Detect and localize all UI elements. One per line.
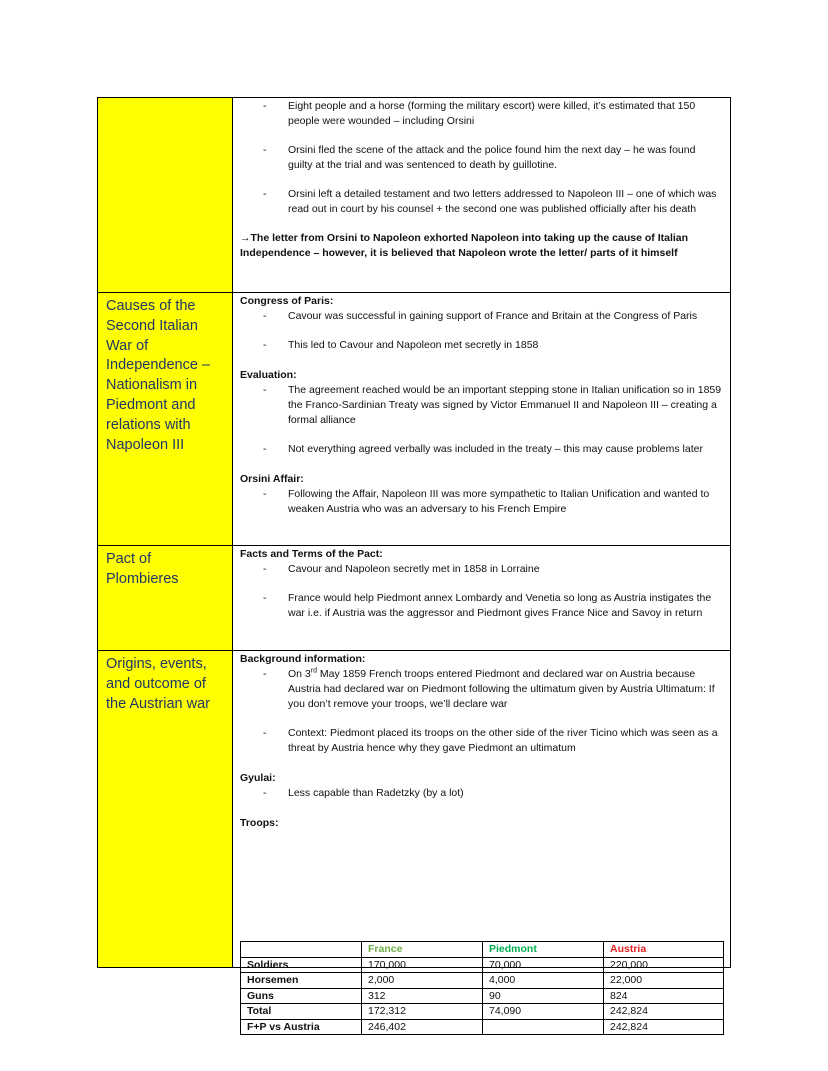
row-orsini-continued [98, 98, 730, 293]
subheading-troops: Troops: [240, 817, 279, 829]
list-item: - Less capable than Radetzky (by a lot) [263, 787, 464, 799]
list-item: - This led to Cavour and Napoleon met secretly in 1858 [263, 339, 539, 351]
subheading-gyulai: Gyulai: [240, 772, 276, 784]
row-heading: Causes of the Second Italian War of Independence – Nationalism in Piedmont and relations with Napoleon III [106, 298, 211, 453]
subheading-facts-and-terms: Facts and Terms of the Pact: [240, 548, 383, 560]
row-label-cell [98, 546, 233, 650]
list-item: - Orsini fled the scene of the attack and the police found him the next day – he was found guilty at the trial and was sentenced to death by guillotine. [263, 144, 696, 171]
subheading-evaluation: Evaluation: [240, 369, 297, 381]
row-content-cell [233, 293, 730, 545]
table-row: Guns 312 90 824 [241, 988, 724, 1004]
list-item: - Eight people and a horse (forming the military escort) were killed, it’s estimated that 150 people were wounded – including Orsini [263, 100, 696, 127]
subheading-orsini-affair: Orsini Affair: [240, 473, 304, 485]
row-causes [98, 293, 730, 546]
column-header-piedmont: Piedmont [483, 942, 604, 958]
row-label-cell [98, 651, 233, 967]
conclusion-text: →The letter from Orsini to Napoleon exhorted Napoleon into taking up the cause of Italian Independence – however, it is believed that Napoleon wrote the letter/ parts of it himself [240, 232, 689, 259]
table-row: Total 172,312 74,090 242,824 [241, 1004, 724, 1020]
list-item: - Context: Piedmont placed its troops on the other side of the river Ticino which was seen as a threat by Austria hence why they gave Piedmont an ultimatum [263, 727, 718, 754]
row-label-cell [98, 293, 233, 545]
troops-table [240, 941, 724, 1035]
list-item: - Following the Affair, Napoleon III was more sympathetic to Italian Unification and wanted to weaken Austria who was an adversary to his French Empire [263, 488, 710, 515]
column-header-france: France [362, 942, 483, 958]
table-row: Horsemen 2,000 4,000 22,000 [241, 973, 724, 989]
list-item: - France would help Piedmont annex Lombardy and Venetia so long as Austria instigates the war i.e. if Austria was the aggressor and Piedmont gives France Nice and Savoy in return [263, 592, 712, 619]
row-label-cell [98, 98, 233, 292]
subheading-background-information: Background information: [240, 653, 366, 665]
list-item: - Not everything agreed verbally was included in the treaty – this may cause problems later [263, 443, 703, 455]
row-content-cell [233, 546, 730, 650]
row-content-cell [233, 98, 730, 292]
column-header-austria: Austria [604, 942, 724, 958]
notes-table [97, 97, 731, 1033]
row-content-cell [233, 651, 730, 967]
table-header-row [241, 942, 724, 958]
list-item: - Cavour and Napoleon secretly met in 1858 in Lorraine [263, 563, 540, 575]
row-austrian-war [98, 651, 730, 1033]
list-item: - The agreement reached would be an important stepping stone in Italian unification so in 1859 the Franco-Sardinian Treaty was signed by Victor Emmanuel II and Napoleon III – creating a formal alliance [263, 384, 722, 426]
table-row: F+P vs Austria 246,402 242,824 [241, 1019, 724, 1035]
row-heading: Pact of Plombieres [106, 551, 179, 587]
row-pact-of-plombieres [98, 546, 730, 651]
list-item: - Orsini left a detailed testament and two letters addressed to Napoleon III – one of which was read out in court by his counsel + the second one was published officially after his death [263, 188, 717, 215]
table-row: Soldiers 170,000 70,000 220,000 [241, 957, 724, 973]
row-heading: Origins, events, and outcome of the Austrian war [106, 656, 210, 712]
list-item: - On 3rd May 1859 French troops entered Piedmont and declared war on Austria because Austria had declared war on Piedmont following the ultimatum given by Austria Ultimatum: If you don’t remove your troops, we’ll declare war [263, 667, 715, 710]
list-item: - Cavour was successful in gaining support of France and Britain at the Congress of Paris [263, 310, 698, 322]
subheading-congress-of-paris: Congress of Paris: [240, 295, 334, 307]
